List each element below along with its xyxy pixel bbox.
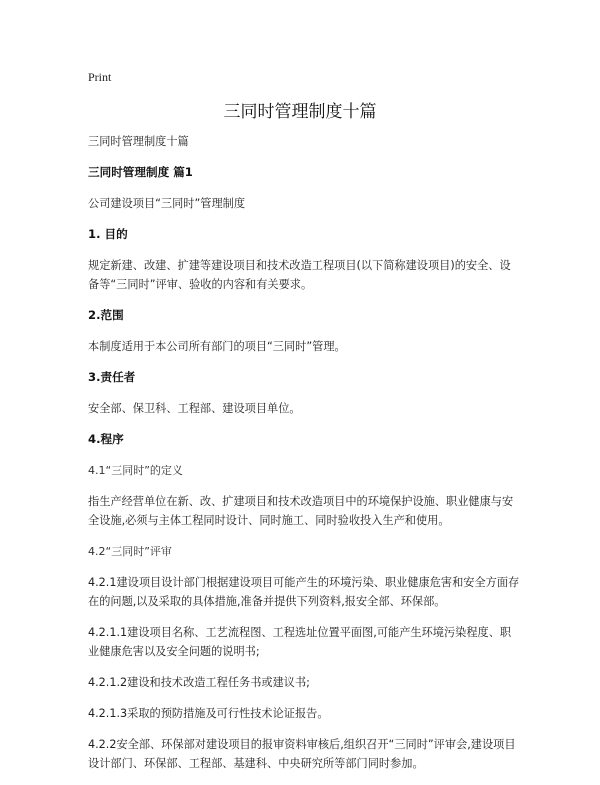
paragraph-4-2-2: 4.2.2安全部、环保部对建设项目的报审资料审核后,组织召开“三同时”评审会,建设项目设计部门、环保部、工程部、基建科、中央研究所等部门同时参加。 — [88, 738, 516, 770]
regulation-name: 公司建设项目“三同时”管理制度 — [88, 197, 246, 210]
print-link[interactable]: Print — [88, 70, 112, 84]
paragraph-responsible: 安全部、保卫科、工程部、建设项目单位。 — [88, 402, 301, 415]
document-body — [88, 132, 520, 785]
heading-purpose: 1. 目的 — [88, 227, 128, 241]
heading-responsible: 3.责任者 — [88, 370, 136, 384]
section-heading-article-1: 三同时管理制度 篇1 — [88, 165, 193, 179]
paragraph-purpose: 规定新建、改建、扩建等建设项目和技术改造工程项目(以下简称建设项目)的安全、设备等“三同时”评审、验收的内容和有关要求。 — [88, 259, 511, 291]
paragraph-definition: 指生产经营单位在新、改、扩建项目和技术改造项目中的环境保护设施、职业健康与安全设施,必须与主体工程同时设计、同时施工、同时验收投入生产和使用。 — [88, 495, 514, 527]
paragraph-4-2-1: 4.2.1建设项目设计部门根据建设项目可能产生的环境污染、职业健康危害和安全方面存在的问题,以及采取的具体措施,准备并提供下列资料,报安全部、环保部。 — [88, 576, 520, 608]
heading-procedure: 4.程序 — [88, 432, 124, 446]
paragraph-scope: 本制度适用于本公司所有部门的项目“三同时”管理。 — [88, 340, 346, 353]
subheading-4-1: 4.1“三同时”的定义 — [88, 464, 183, 477]
page-title: 三同时管理制度十篇 — [223, 102, 377, 122]
paragraph-4-2-1-3: 4.2.1.3采取的预防措施及可行性技术论证报告。 — [88, 707, 329, 720]
subtitle: 三同时管理制度十篇 — [88, 135, 189, 148]
paragraph-4-2-1-1: 4.2.1.1建设项目名称、工艺流程图、工程选址位置平面图,可能产生环境污染程度、职业健康危害以及安全问题的说明书; — [88, 626, 512, 658]
subheading-4-2: 4.2“三同时”评审 — [88, 545, 172, 558]
heading-scope: 2.范围 — [88, 308, 124, 322]
paragraph-4-2-1-2: 4.2.1.2建设和技术改造工程任务书或建议书; — [88, 676, 310, 689]
